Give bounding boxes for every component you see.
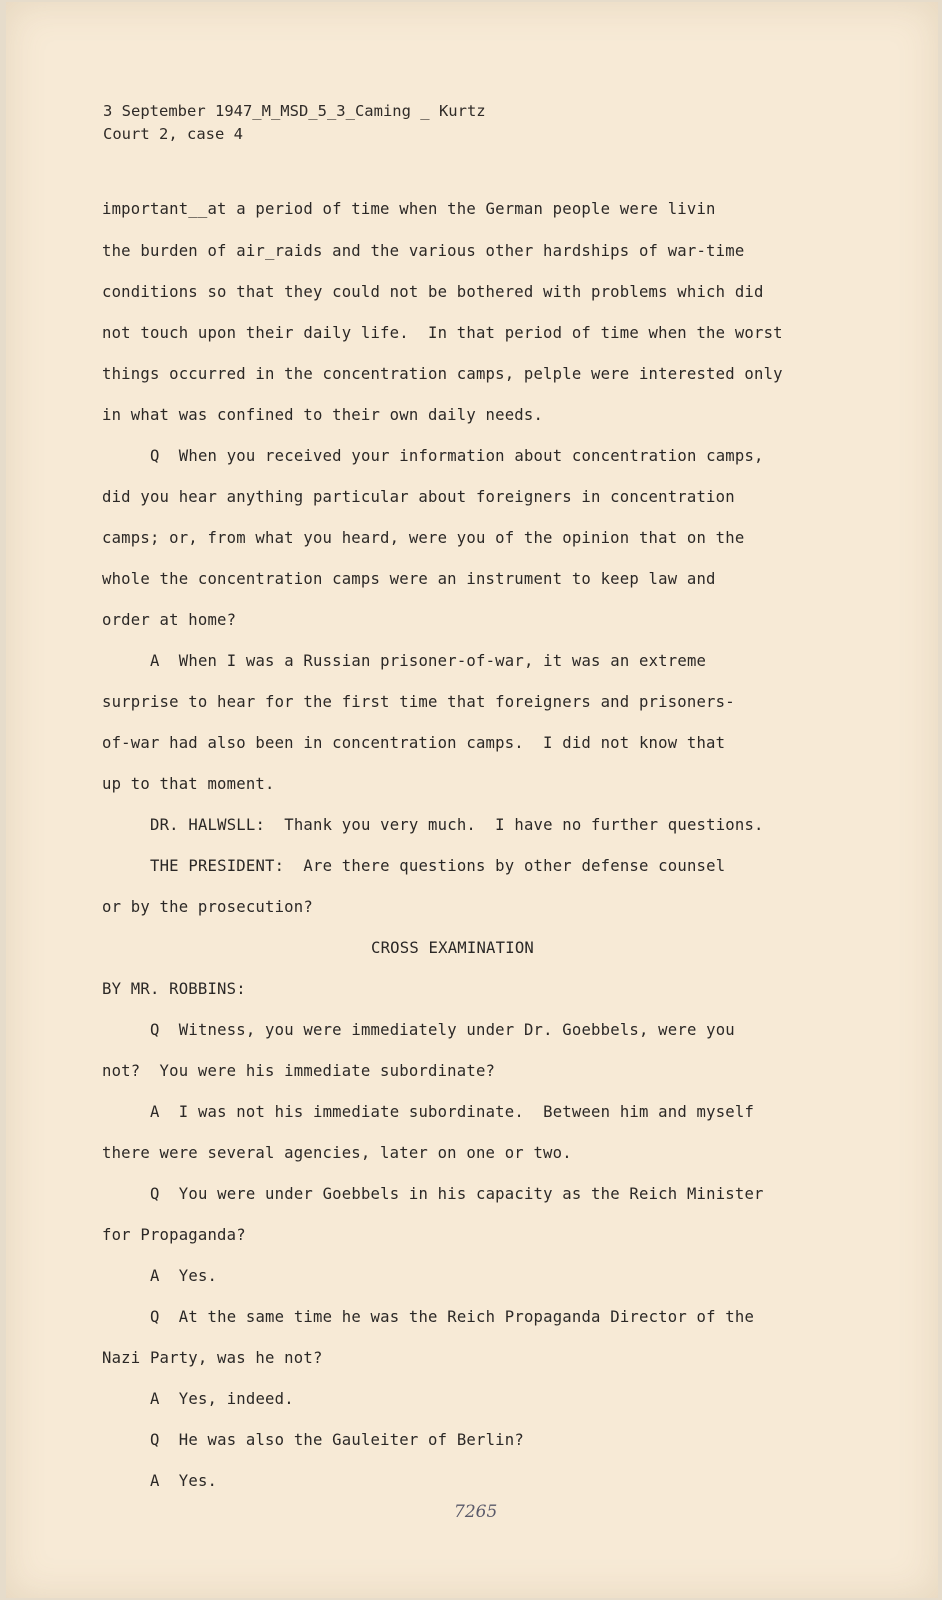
document-page	[6, 2, 938, 1598]
answer-line: A When I was a Russian prisoner-of-war, it was an extreme	[150, 652, 707, 670]
answer-line: A Yes, indeed.	[150, 1390, 294, 1408]
header-date-line: 3 September 1947_M_MSD_5_3_Caming _ Kurtz	[103, 102, 486, 120]
header-court-line: Court 2, case 4	[103, 125, 243, 143]
transcript-line: not? You were his immediate subordinate?	[102, 1062, 496, 1080]
transcript-line: conditions so that they could not be bothered with problems which did	[102, 283, 764, 301]
page-number: 7265	[454, 1502, 498, 1522]
transcript-line: did you hear anything particular about foreigners in concentration	[102, 488, 735, 506]
answer-line: A Yes.	[150, 1267, 218, 1285]
answer-line: A I was not his immediate subordinate. Between him and myself	[150, 1103, 755, 1121]
transcript-line: for Propaganda?	[102, 1226, 246, 1244]
question-line: Q When you received your information about concentration camps,	[150, 447, 764, 465]
question-line: Q He was also the Gauleiter of Berlin?	[150, 1431, 524, 1449]
question-line: Q Witness, you were immediately under Dr. Goebbels, were you	[150, 1021, 735, 1039]
transcript-line: of-war had also been in concentration camps. I did not know that	[102, 734, 726, 752]
transcript-line: not touch upon their daily life. In that period of time when the worst	[102, 324, 783, 342]
transcript-line: up to that moment.	[102, 775, 275, 793]
transcript-line: order at home?	[102, 611, 237, 629]
transcript-line: whole the concentration camps were an instrument to keep law and	[102, 570, 716, 588]
transcript-line: Nazi Party, was he not?	[102, 1349, 323, 1367]
transcript-line: important__at a period of time when the German people were livin	[102, 200, 716, 218]
document-header	[103, 100, 486, 146]
transcript-line: surprise to hear for the first time that foreigners and prisoners-	[102, 693, 735, 711]
speaker-line: DR. HALWSLL: Thank you very much. I have no further questions.	[150, 816, 764, 834]
question-line: Q At the same time he was the Reich Propaganda Director of the	[150, 1308, 755, 1326]
answer-line: A Yes.	[150, 1472, 218, 1490]
section-heading: CROSS EXAMINATION	[371, 939, 534, 957]
transcript-line: in what was confined to their own daily needs.	[102, 406, 544, 424]
transcript-line: camps; or, from what you heard, were you of the opinion that on the	[102, 529, 745, 547]
transcript-line: things occurred in the concentration camps, pelple were interested only	[102, 365, 783, 383]
examiner-line: BY MR. ROBBINS:	[102, 980, 246, 998]
transcript-line: there were several agencies, later on one or two.	[102, 1144, 572, 1162]
question-line: Q You were under Goebbels in his capacity as the Reich Minister	[150, 1185, 764, 1203]
transcript-line: or by the prosecution?	[102, 898, 313, 916]
speaker-line: THE PRESIDENT: Are there questions by other defense counsel	[150, 857, 726, 875]
transcript-line: the burden of air_raids and the various other hardships of war-time	[102, 242, 745, 260]
